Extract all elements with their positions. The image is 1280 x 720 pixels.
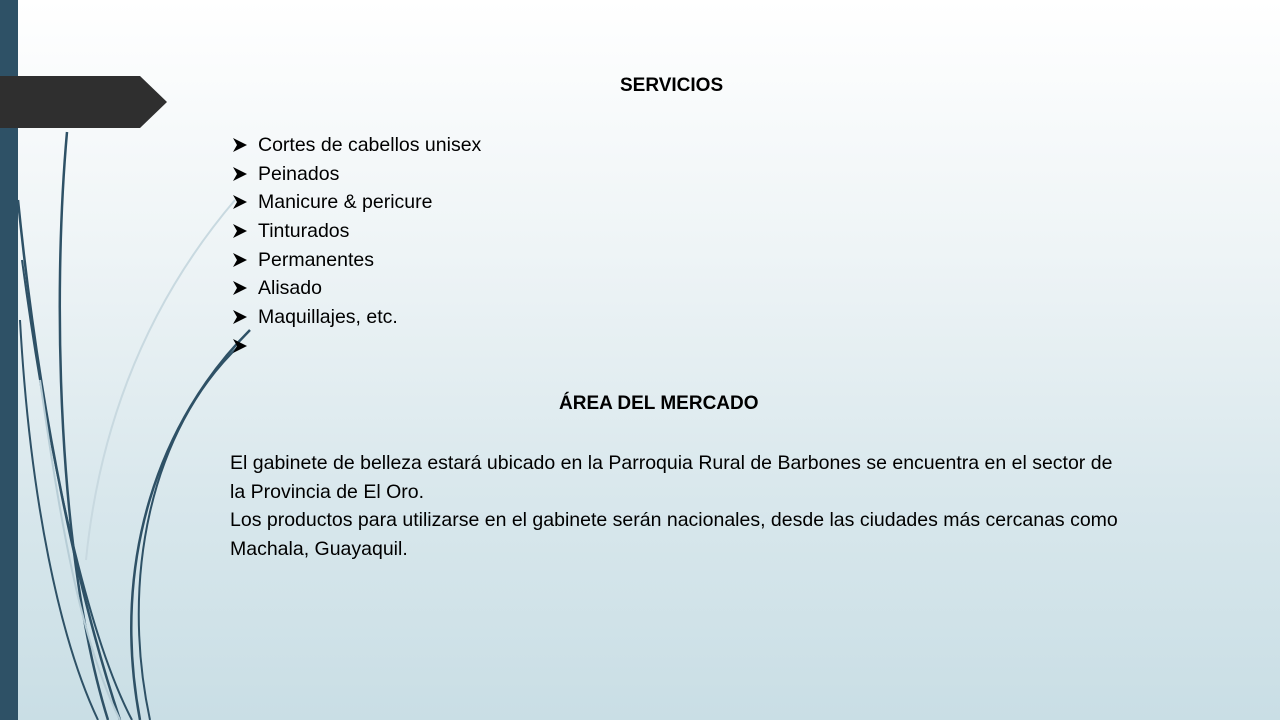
arrowhead-bullet-icon	[232, 246, 258, 275]
arrowhead-bullet-icon	[232, 303, 258, 332]
arrowhead-bullet-icon	[232, 332, 258, 361]
list-item	[232, 188, 481, 217]
servicios-heading: SERVICIOS	[620, 75, 724, 96]
list-item	[232, 332, 481, 361]
arrowhead-bullet-icon	[232, 131, 258, 160]
mercado-heading: ÁREA DEL MERCADO	[559, 393, 759, 414]
list-item	[232, 303, 481, 332]
list-item-label: Maquillajes, etc.	[258, 306, 398, 329]
list-item	[232, 274, 481, 303]
servicios-list	[232, 131, 481, 361]
list-item-label: Manicure & pericure	[258, 191, 433, 214]
arrowhead-bullet-icon	[232, 188, 258, 217]
mercado-description	[230, 449, 1120, 563]
arrowhead-bullet-icon	[232, 160, 258, 189]
list-item-label: Permanentes	[258, 248, 374, 271]
arrowhead-bullet-icon	[232, 274, 258, 303]
list-item	[232, 160, 481, 189]
list-item	[232, 246, 481, 275]
list-item	[232, 217, 481, 246]
mercado-paragraph-location: El gabinete de belleza estará ubicado en la Parroquia Rural de Barbones se encuentra en el sector de la Provincia de El Oro.	[230, 452, 1113, 503]
list-item-label: Peinados	[258, 162, 340, 185]
list-item-label: Tinturados	[258, 220, 350, 243]
mercado-paragraph-products: Los productos para utilizarse en el gabinete serán nacionales, desde las ciudades más cercanas como Machala, Guayaquil.	[230, 509, 1118, 560]
list-item-label: Cortes de cabellos unisex	[258, 134, 482, 156]
accent-arrow-tab	[0, 76, 167, 128]
list-item-label: Alisado	[258, 277, 322, 300]
arrowhead-bullet-icon	[232, 217, 258, 246]
list-item	[232, 131, 481, 160]
